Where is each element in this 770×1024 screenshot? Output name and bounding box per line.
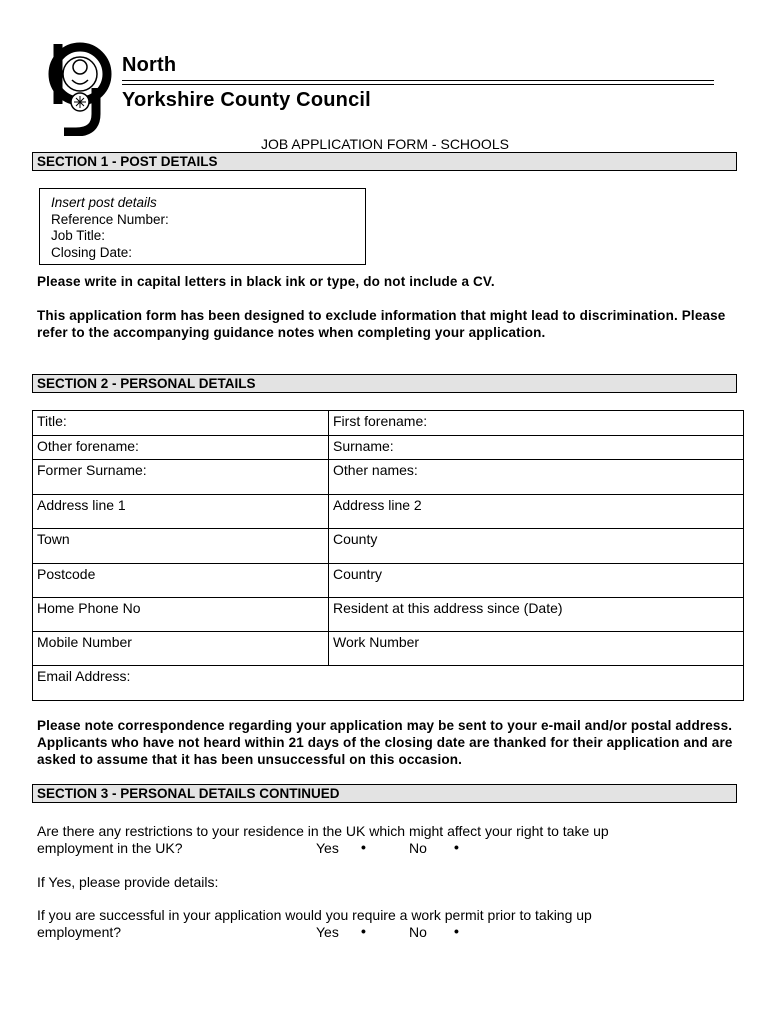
discrimination-notice: This application form has been designed to exclude information that might lead to discrimination. Please refer to the accompanying guidance notes when completing your application. bbox=[37, 308, 726, 340]
form-title bbox=[0, 136, 770, 152]
work-permit-question-line1: If you are successful in your application would you require a work permit prior to taking up bbox=[37, 907, 592, 923]
brand-line-council: Yorkshire County Council bbox=[122, 89, 371, 111]
header-rule-top bbox=[122, 80, 714, 81]
table-row bbox=[33, 436, 744, 460]
header-rule-bottom bbox=[122, 84, 714, 85]
former-surname-field[interactable]: Former Surname: bbox=[33, 460, 329, 495]
title-field[interactable]: Title: bbox=[33, 411, 329, 436]
residence-yes-label: Yes bbox=[316, 840, 339, 856]
residence-yes-option[interactable]: • bbox=[361, 839, 366, 855]
work-permit-yes-option[interactable]: • bbox=[361, 923, 366, 939]
council-logo bbox=[38, 40, 122, 136]
resident-since-field[interactable]: Resident at this address since (Date) bbox=[329, 598, 744, 632]
section-3-header: SECTION 3 - PERSONAL DETAILS CONTINUED bbox=[32, 784, 737, 803]
brand-line-north: North bbox=[122, 54, 177, 76]
work-permit-question-line2: employment? bbox=[37, 924, 122, 940]
correspondence-note: Please note correspondence regarding your application may be sent to your e-mail and/or postal address. Applicants who have not heard within 21 days of the closing date are thanked for their application and are asked to assume that it has been unsuccessful on this occasion. bbox=[37, 718, 733, 767]
table-row bbox=[33, 666, 744, 701]
work-permit-yes-label: Yes bbox=[316, 924, 339, 940]
capital-letters-instruction: Please write in capital letters in black ink or type, do not include a CV. bbox=[37, 274, 495, 289]
job-title-label: Job Title: bbox=[51, 228, 106, 243]
first-forename-field[interactable]: First forename: bbox=[329, 411, 744, 436]
reference-number-label: Reference Number: bbox=[51, 211, 169, 227]
provide-details-label: If Yes, please provide details: bbox=[37, 874, 219, 890]
residence-question-line1: Are there any restrictions to your residence in the UK which might affect your right to take up bbox=[37, 823, 609, 839]
surname-field[interactable]: Surname: bbox=[329, 436, 744, 460]
residence-no-option[interactable]: • bbox=[454, 839, 459, 855]
table-row bbox=[33, 460, 744, 495]
country-field[interactable]: Country bbox=[329, 564, 744, 598]
residence-no-label: No bbox=[409, 840, 427, 856]
form-title-text: JOB APPLICATION FORM - SCHOOLS bbox=[261, 136, 509, 152]
address-line-2-field[interactable]: Address line 2 bbox=[329, 495, 744, 529]
section-2-header: SECTION 2 - PERSONAL DETAILS bbox=[32, 374, 737, 393]
mobile-number-field[interactable]: Mobile Number bbox=[33, 632, 329, 666]
work-number-field[interactable]: Work Number bbox=[329, 632, 744, 666]
table-row bbox=[33, 598, 744, 632]
residence-question-line2: employment in the UK? bbox=[37, 840, 183, 856]
table-row bbox=[33, 564, 744, 598]
table-row bbox=[33, 495, 744, 529]
post-details-box[interactable] bbox=[39, 188, 366, 265]
address-line-1-field[interactable]: Address line 1 bbox=[33, 495, 329, 529]
personal-details-table bbox=[32, 410, 744, 701]
county-field[interactable]: County bbox=[329, 529, 744, 564]
post-details-hint: Insert post details bbox=[51, 195, 157, 210]
table-row bbox=[33, 632, 744, 666]
town-field[interactable]: Town bbox=[33, 529, 329, 564]
work-permit-no-label: No bbox=[409, 924, 427, 940]
postcode-field[interactable]: Postcode bbox=[33, 564, 329, 598]
table-row bbox=[33, 411, 744, 436]
section-1-header: SECTION 1 - POST DETAILS bbox=[32, 152, 737, 171]
other-names-field[interactable]: Other names: bbox=[329, 460, 744, 495]
other-forename-field[interactable]: Other forename: bbox=[33, 436, 329, 460]
table-row bbox=[33, 529, 744, 564]
email-address-field[interactable]: Email Address: bbox=[33, 666, 744, 701]
work-permit-no-option[interactable]: • bbox=[454, 923, 459, 939]
home-phone-field[interactable]: Home Phone No bbox=[33, 598, 329, 632]
closing-date-label: Closing Date: bbox=[51, 244, 133, 260]
